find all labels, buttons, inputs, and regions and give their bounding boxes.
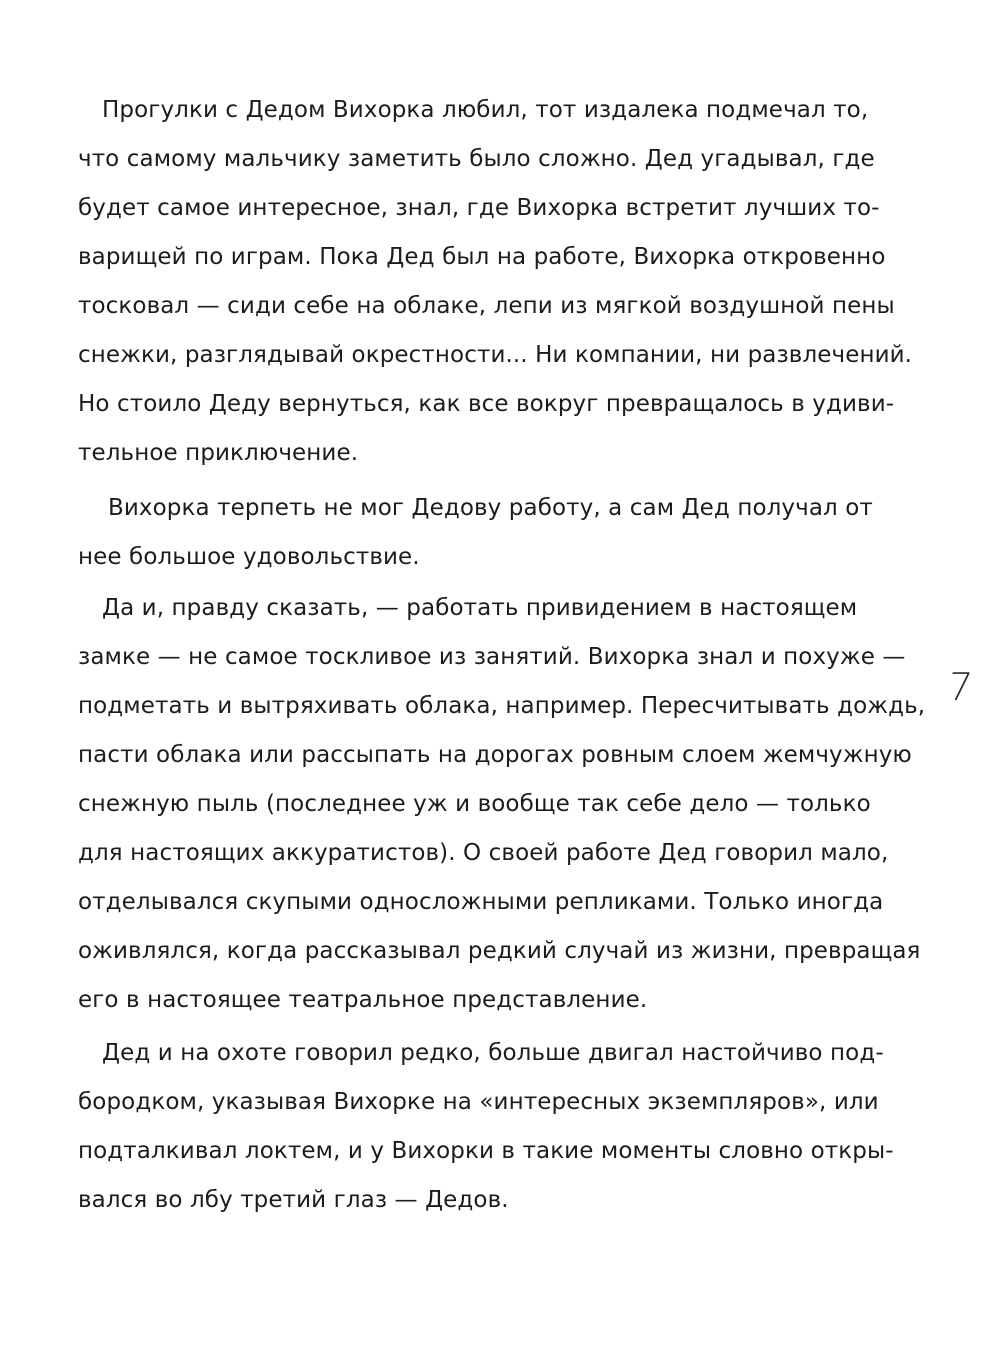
text-line: Дед и на охоте говорил редко, больше двигал настойчиво под- (102, 1040, 884, 1066)
text-line: снежки, разглядывай окрестности... Ни компании, ни развлечений. (78, 342, 913, 368)
text-line: подталкивал локтем, и у Вихорки в такие моменты словно откры- (78, 1138, 894, 1164)
text-line: для настоящих аккуратистов). О своей работе Дед говорил мало, (78, 840, 889, 866)
text-line: тосковал — сиди себе на облаке, лепи из мягкой воздушной пены (78, 293, 895, 319)
text-line: тельное приключение. (78, 440, 359, 466)
text-line: Вихорка терпеть не мог Дедову работу, а сам Дед получал от (108, 495, 873, 521)
page-number: 7 (945, 665, 975, 709)
text-line: бородком, указывая Вихорке на «интересных экземпляров», или (78, 1089, 879, 1115)
text-line: будет самое интересное, знал, где Вихорка встретит лучших то- (78, 195, 880, 221)
text-line: его в настоящее театральное представление. (78, 987, 648, 1013)
text-line: снежную пыль (последнее уж и вообще так себе дело — только (78, 791, 871, 817)
text-line: Но стоило Деду вернуться, как все вокруг превращалось в удиви- (78, 391, 895, 417)
text-line: пасти облака или рассыпать на дорогах ровным слоем жемчужную (78, 742, 912, 768)
text-line: отделывался скупыми односложными репликами. Только иногда (78, 889, 884, 915)
text-line: вался во лбу третий глаз — Дедов. (78, 1187, 509, 1213)
text-line: подметать и вытряхивать облака, например. Пересчитывать дождь, (78, 693, 926, 719)
text-line: что самому мальчику заметить было сложно. Дед угадывал, где (78, 146, 875, 172)
text-line: оживлялся, когда рассказывал редкий случай из жизни, превращая (78, 938, 921, 964)
text-line: Да и, правду сказать, — работать привидением в настоящем (102, 595, 858, 621)
text-line: нее большое удовольствие. (78, 544, 420, 570)
text-line: замке — не самое тоскливое из занятий. Вихорка знал и похуже — (78, 644, 906, 670)
text-line: Прогулки с Дедом Вихорка любил, тот издалека подмечал то, (102, 97, 869, 123)
text-line: варищей по играм. Пока Дед был на работе, Вихорка откровенно (78, 244, 886, 270)
